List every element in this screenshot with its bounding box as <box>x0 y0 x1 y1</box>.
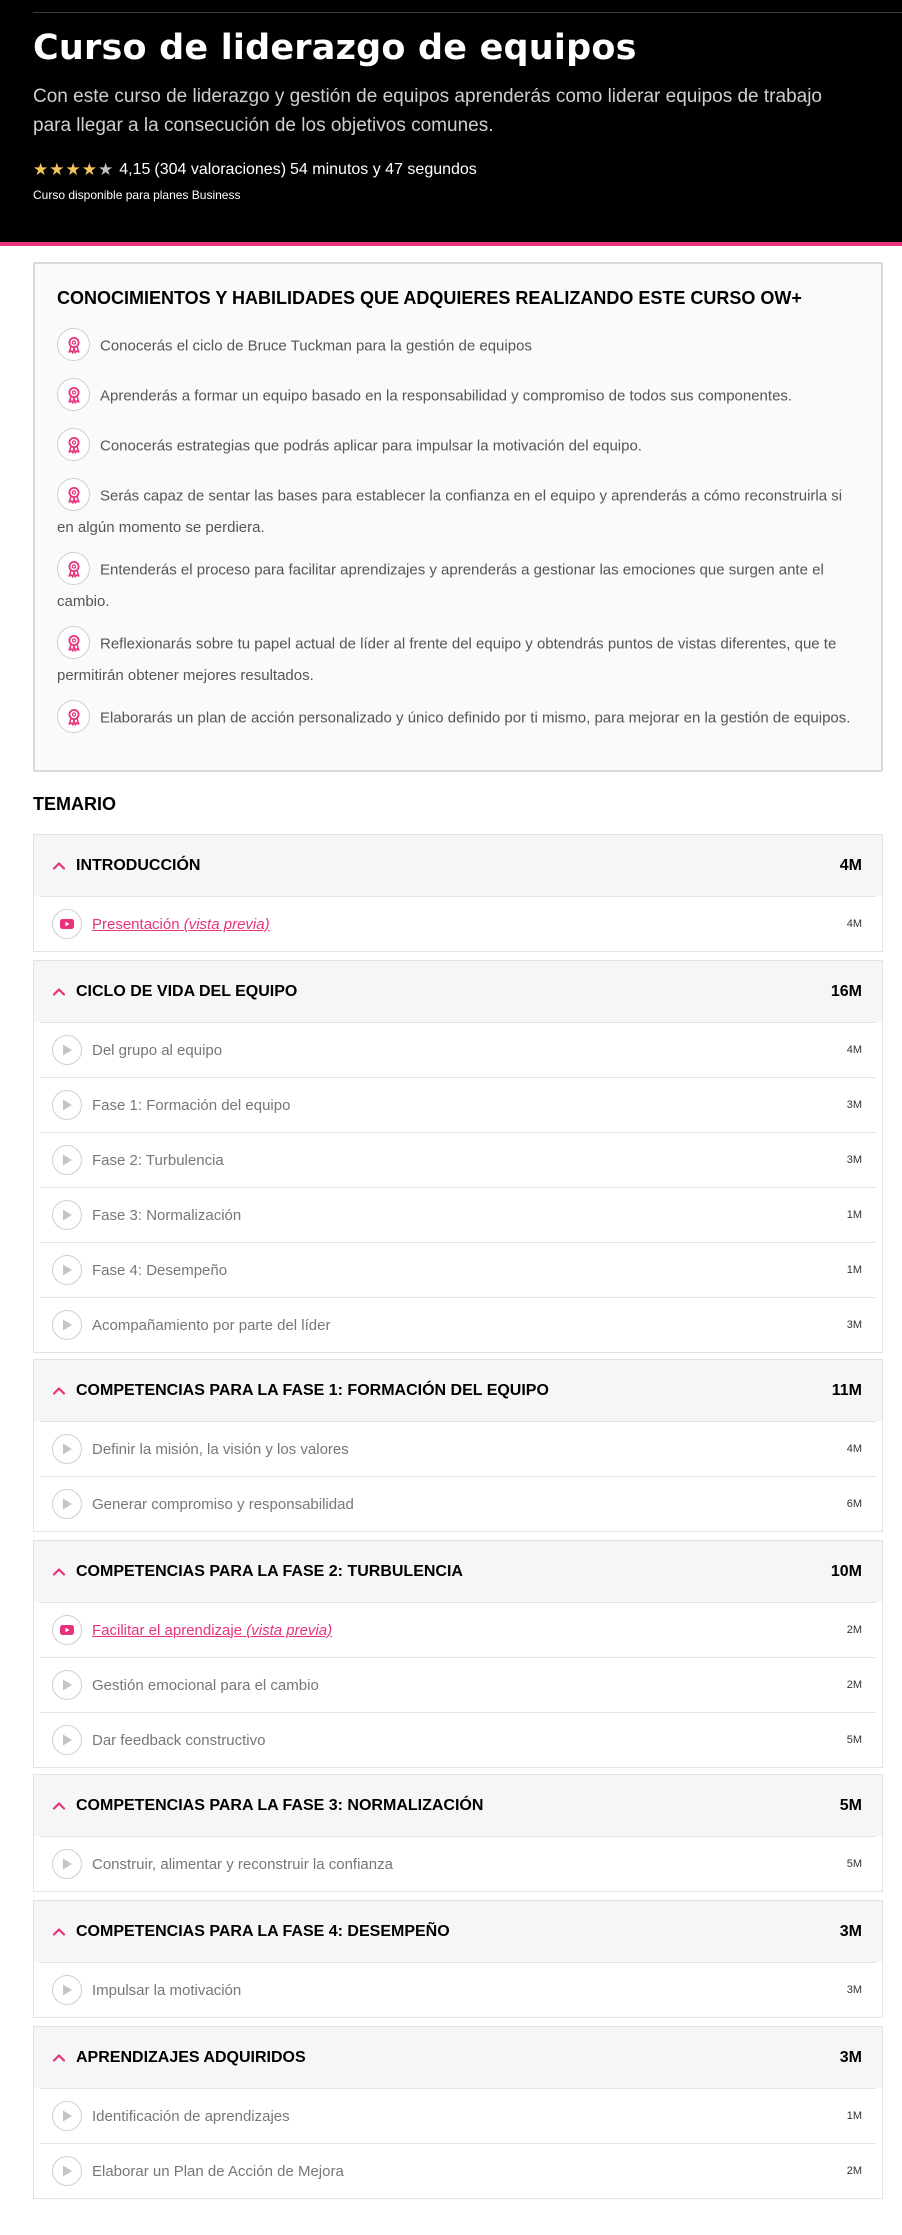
video-play-icon[interactable] <box>52 1615 82 1645</box>
skill-item <box>57 480 857 542</box>
section-duration: 16M <box>830 982 862 1000</box>
section-title: INTRODUCCIÓN <box>76 856 201 874</box>
section-title: COMPETENCIAS PARA LA FASE 4: DESEMPEÑO <box>76 1922 450 1940</box>
section-duration: 10M <box>830 1562 862 1580</box>
lesson-title[interactable] <box>92 916 847 933</box>
play-icon <box>52 1434 82 1464</box>
lesson-duration: 4M <box>846 918 862 930</box>
lesson-title <box>92 1677 847 1694</box>
video-play-icon[interactable] <box>52 909 82 939</box>
skill-text: Elaborarás un plan de acción personalizado y único definido por ti mismo, para mejorar en la gestión de equipos. <box>100 709 851 727</box>
skill-item <box>57 430 857 463</box>
lesson-duration: 4M <box>846 1044 862 1056</box>
lesson-row <box>40 1712 876 1767</box>
skill-item <box>57 330 857 363</box>
section-duration: 5M <box>839 1796 862 1814</box>
lesson-title-text: Impulsar la motivación <box>92 1981 242 1999</box>
rating-count: (304 valoraciones) <box>154 161 287 178</box>
play-icon <box>52 2156 82 2186</box>
lesson-row <box>40 1077 876 1132</box>
star-icon: ★ <box>98 160 114 179</box>
lesson-duration: 2M <box>846 1679 862 1691</box>
chevron-up-icon[interactable] <box>52 1567 66 1576</box>
lesson-duration: 2M <box>846 2165 862 2177</box>
lesson-title <box>92 1207 847 1224</box>
availability-note: Curso disponible para planes Business <box>33 188 241 202</box>
course-rating <box>33 160 477 180</box>
lesson-title-text: Del grupo al equipo <box>92 1041 223 1059</box>
play-icon <box>52 1255 82 1285</box>
lesson-title-text: Acompañamiento por parte del líder <box>92 1316 331 1334</box>
skill-text: Reflexionarás sobre tu papel actual de líder al frente del equipo y obtendrás puntos de vistas diferentes, que te permitirán obtener mejores resultados. <box>57 635 837 684</box>
course-title: Curso de liderazgo de equipos <box>33 28 637 68</box>
lesson-title-text: Identificación de aprendizajes <box>92 2107 290 2125</box>
award-ribbon-icon <box>57 378 90 411</box>
lesson-row <box>40 1657 876 1712</box>
chevron-up-icon[interactable] <box>52 987 66 996</box>
preview-label: (vista previa) <box>183 915 270 933</box>
lesson-row[interactable] <box>40 896 876 951</box>
lesson-row[interactable] <box>40 1602 876 1657</box>
section-header[interactable] <box>34 835 882 896</box>
award-ribbon-icon <box>57 328 90 361</box>
lesson-title-text: Facilitar el aprendizaje <box>92 1621 243 1639</box>
lesson-title <box>92 1982 847 1999</box>
lesson-duration: 6M <box>846 1498 862 1510</box>
skill-item <box>57 702 857 735</box>
lesson-title-text: Fase 2: Turbulencia <box>92 1151 224 1169</box>
syllabus-section <box>33 1774 883 1892</box>
lesson-title-text: Fase 1: Formación del equipo <box>92 1096 291 1114</box>
skill-text: Aprenderás a formar un equipo basado en la responsabilidad y compromiso de todos sus componentes. <box>100 387 793 405</box>
play-icon <box>52 1975 82 2005</box>
section-duration: 11M <box>831 1381 862 1399</box>
course-duration: 54 minutos y 47 segundos <box>290 161 477 178</box>
lesson-row <box>40 1022 876 1077</box>
chevron-up-icon[interactable] <box>52 861 66 870</box>
section-duration: 3M <box>839 1922 862 1940</box>
lesson-title <box>92 1856 847 1873</box>
course-hero <box>0 0 902 246</box>
award-ribbon-icon <box>57 626 90 659</box>
lesson-title <box>92 1496 847 1513</box>
section-header[interactable] <box>34 1901 882 1962</box>
syllabus-section <box>33 2026 883 2199</box>
skill-item <box>57 554 857 616</box>
skill-text: Serás capaz de sentar las bases para establecer la confianza en el equipo y aprenderás a cómo reconstruirla si en algún momento se perdiera. <box>57 487 843 536</box>
play-icon <box>52 1849 82 1879</box>
award-ribbon-icon <box>57 552 90 585</box>
section-header[interactable] <box>34 1775 882 1836</box>
section-header[interactable] <box>34 2027 882 2088</box>
section-title: COMPETENCIAS PARA LA FASE 3: NORMALIZACIÓN <box>76 1796 484 1814</box>
lesson-row <box>40 1836 876 1891</box>
lesson-title-text: Generar compromiso y responsabilidad <box>92 1495 354 1513</box>
syllabus-section <box>33 1359 883 1532</box>
play-icon <box>52 1145 82 1175</box>
lesson-title <box>92 1097 847 1114</box>
play-icon <box>52 1489 82 1519</box>
syllabus-section <box>33 1900 883 2018</box>
syllabus-section <box>33 1540 883 1768</box>
lesson-duration: 5M <box>846 1734 862 1746</box>
lesson-title-text: Construir, alimentar y reconstruir la confianza <box>92 1855 393 1873</box>
lesson-row <box>40 1187 876 1242</box>
chevron-up-icon[interactable] <box>52 1801 66 1810</box>
section-title: APRENDIZAJES ADQUIRIDOS <box>76 2048 306 2066</box>
lesson-title-text: Gestión emocional para el cambio <box>92 1676 319 1694</box>
lesson-title-text: Fase 3: Normalización <box>92 1206 242 1224</box>
divider <box>33 12 902 13</box>
skills-heading: CONOCIMIENTOS Y HABILIDADES QUE ADQUIERES REALIZANDO ESTE CURSO OW+ <box>57 288 802 308</box>
play-icon <box>52 1035 82 1065</box>
lesson-title <box>92 1317 847 1334</box>
skill-text: Conocerás estrategias que podrás aplicar para impulsar la motivación del equipo. <box>100 437 642 455</box>
star-icon: ★ <box>33 160 49 179</box>
lesson-duration: 1M <box>846 1264 862 1276</box>
lesson-title <box>92 1441 847 1458</box>
play-icon <box>52 1670 82 1700</box>
section-header[interactable] <box>34 1360 882 1421</box>
lesson-title <box>92 1732 847 1749</box>
section-title: CICLO DE VIDA DEL EQUIPO <box>76 982 298 1000</box>
rating-stars <box>33 160 113 180</box>
chevron-up-icon[interactable] <box>52 1927 66 1936</box>
lesson-duration: 3M <box>846 1319 862 1331</box>
lesson-row <box>40 1962 876 2017</box>
play-icon <box>52 1725 82 1755</box>
section-title: COMPETENCIAS PARA LA FASE 2: TURBULENCIA <box>76 1562 463 1580</box>
lesson-duration: 3M <box>846 1984 862 1996</box>
lesson-title-text: Fase 4: Desempeño <box>92 1261 228 1279</box>
lesson-title-text: Definir la misión, la visión y los valores <box>92 1440 349 1458</box>
lesson-row <box>40 1421 876 1476</box>
section-header[interactable] <box>34 961 882 1022</box>
lesson-row <box>40 1476 876 1531</box>
chevron-up-icon[interactable] <box>52 2053 66 2062</box>
lesson-title-text: Elaborar un Plan de Acción de Mejora <box>92 2162 344 2180</box>
lesson-title <box>92 2163 847 2180</box>
lesson-row <box>40 2088 876 2143</box>
chevron-up-icon[interactable] <box>52 1386 66 1395</box>
syllabus-section <box>33 834 883 952</box>
award-ribbon-icon <box>57 700 90 733</box>
lesson-duration: 3M <box>846 1099 862 1111</box>
lesson-duration: 1M <box>846 2110 862 2122</box>
play-icon <box>52 1090 82 1120</box>
play-icon <box>52 2101 82 2131</box>
award-ribbon-icon <box>57 478 90 511</box>
skill-item <box>57 380 857 413</box>
lesson-row <box>40 1132 876 1187</box>
skill-text: Entenderás el proceso para facilitar aprendizajes y aprenderás a gestionar las emociones que surgen ante el cambio. <box>57 561 824 610</box>
lesson-row <box>40 2143 876 2198</box>
section-duration: 3M <box>839 2048 862 2066</box>
lesson-title <box>92 1262 847 1279</box>
lesson-row <box>40 1297 876 1352</box>
star-icon: ★ <box>81 160 97 179</box>
skill-text: Conocerás el ciclo de Bruce Tuckman para la gestión de equipos <box>100 337 532 355</box>
skills-panel <box>33 262 883 772</box>
lesson-duration: 3M <box>846 1154 862 1166</box>
star-icon: ★ <box>65 160 81 179</box>
lesson-title-text: Presentación <box>92 915 180 933</box>
section-title: COMPETENCIAS PARA LA FASE 1: FORMACIÓN DEL EQUIPO <box>76 1381 549 1399</box>
lesson-title <box>92 1152 847 1169</box>
rating-value: 4,15 <box>119 161 151 178</box>
lesson-row <box>40 1242 876 1297</box>
lesson-title[interactable] <box>92 1622 847 1639</box>
play-icon <box>52 1200 82 1230</box>
lesson-duration: 4M <box>846 1443 862 1455</box>
lesson-title <box>92 1042 847 1059</box>
section-header[interactable] <box>34 1541 882 1602</box>
syllabus-section <box>33 960 883 1353</box>
lesson-duration: 2M <box>846 1624 862 1636</box>
lesson-title <box>92 2108 847 2125</box>
play-icon <box>52 1310 82 1340</box>
skill-item <box>57 628 857 690</box>
lesson-duration: 5M <box>846 1858 862 1870</box>
preview-label: (vista previa) <box>246 1621 333 1639</box>
lesson-title-text: Dar feedback constructivo <box>92 1731 266 1749</box>
temario-heading: TEMARIO <box>33 794 116 814</box>
lesson-duration: 1M <box>846 1209 862 1221</box>
star-icon: ★ <box>49 160 65 179</box>
course-description: Con este curso de liderazgo y gestión de equipos aprenderás como liderar equipos de trabajo para llegar a la consecución de los objetivos comunes. <box>33 86 822 136</box>
section-duration: 4M <box>839 856 862 874</box>
award-ribbon-icon <box>57 428 90 461</box>
